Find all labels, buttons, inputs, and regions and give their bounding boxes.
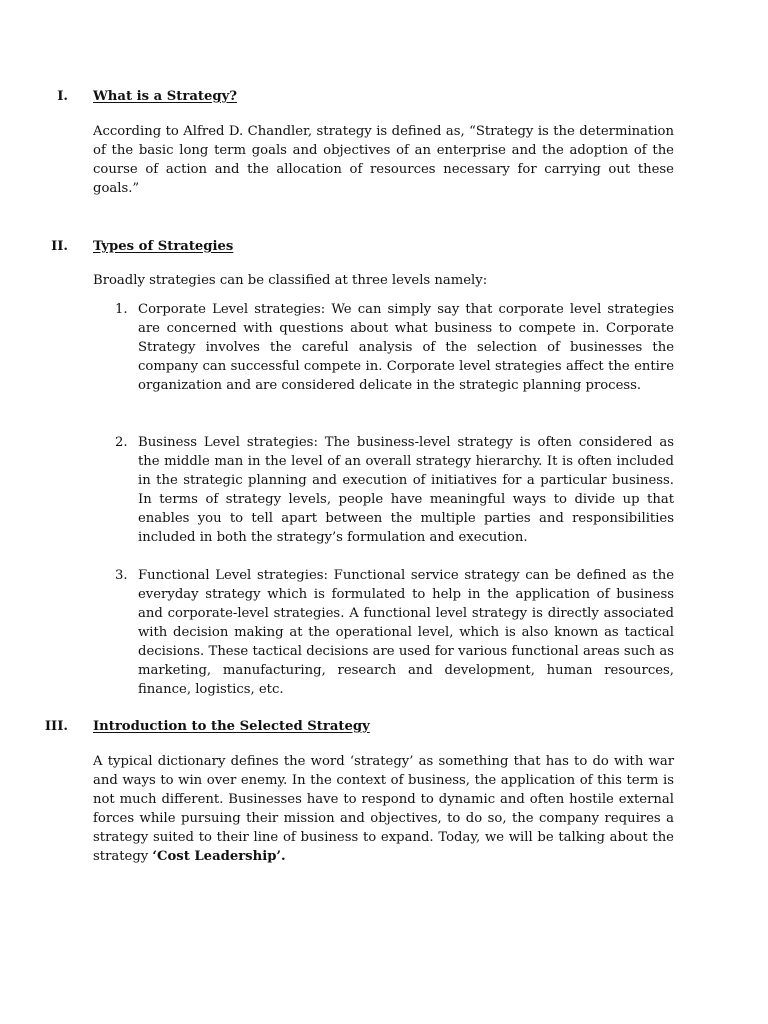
section-number: I.: [57, 89, 68, 104]
paragraph-text: A typical dictionary defines the word ‘strategy’ as something that has to do with war and ways to win over enemy. In the context of business, the application of this term is not much different. Businesses have to respond to dynamic and often hostile external forces while pursuing their mission and objectives, to do so, the company requires a strategy suited to their line of business to expand. Today, we will be talking about the strategy: [93, 754, 674, 864]
section-title: Types of Strategies: [93, 239, 234, 254]
section-paragraph: According to Alfred D. Chandler, strategy is defined as, “Strategy is the determination of the basic long term goals and objectives of an enterprise and the adoption of the course of action and the allocation of resources necessary for carrying out these goals.”: [93, 124, 674, 196]
section-intro: Broadly strategies can be classified at three levels namely:: [93, 273, 488, 288]
list-item-text: Functional Level strategies: Functional service strategy can be defined as the everyday strategy which is formulated to help in the application of business and corporate-level strategies. A functional level strategy is directly associated with decision making at the operational level, which is also known as tactical decisions. These tactical decisions are used for various functional areas such as marketing, manufacturing, research and development, human resources, finance, logistics, etc.: [138, 568, 674, 697]
list-marker: 2.: [115, 435, 128, 450]
section-paragraph: [93, 752, 674, 866]
section-heading-3: [0, 716, 768, 738]
section-number: III.: [44, 719, 68, 734]
section-heading-1: [0, 86, 768, 108]
list-marker: 1.: [115, 302, 128, 317]
list-marker: 3.: [115, 568, 128, 583]
section-heading-2: [0, 236, 768, 258]
section-number: II.: [51, 239, 68, 254]
section-title: What is a Strategy?: [93, 89, 237, 104]
section-title: Introduction to the Selected Strategy: [93, 719, 370, 734]
list-item-text: Business Level strategies: The business-level strategy is often considered as the middle man in the level of an overall strategy hierarchy. It is often included in the strategic planning and execution of initiatives for a particular business. In terms of strategy levels, people have meaningful ways to divide up that enables you to tell apart between the multiple parties and responsibilities included in both the strategy’s formulation and execution.: [138, 435, 674, 545]
highlighted-strategy-name: ‘Cost Leadership’.: [152, 849, 286, 864]
list-item-text: Corporate Level strategies: We can simply say that corporate level strategies are concerned with questions about what business to compete in. Corporate Strategy involves the careful analysis of the selection of businesses the company can successful compete in. Corporate level strategies affect the entire organization and are considered delicate in the strategic planning process.: [138, 302, 674, 393]
